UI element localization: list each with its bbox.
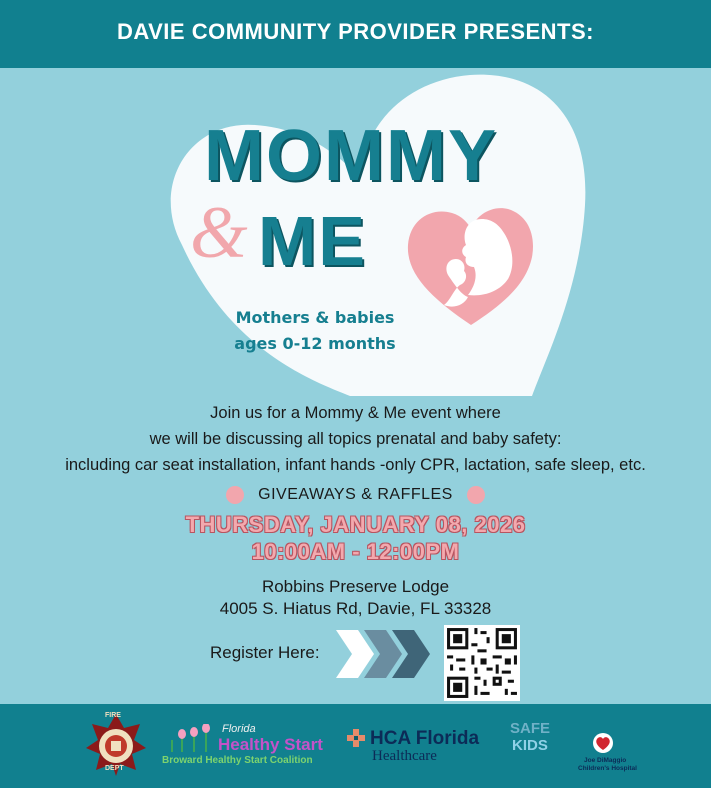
subtitle-line2: ages 0-12 months <box>234 334 396 353</box>
description-line3: including car seat installation, infant hands -only CPR, lactation, safe sleep, etc. <box>65 456 646 474</box>
giveaways-row <box>0 484 711 506</box>
hca-cross-icon <box>346 728 366 748</box>
joe-dimaggio-line1: Joe DiMaggio <box>584 757 627 764</box>
register-label: Register Here: <box>210 643 320 662</box>
event-date: THURSDAY, JANUARY 08, 2026 <box>185 512 526 537</box>
healthy-start-coalition: Broward Healthy Start Coalition <box>162 755 313 766</box>
hca-sub: Healthcare <box>372 748 437 764</box>
title-me: ME <box>258 202 367 280</box>
description-line1: Join us for a Mommy & Me event where <box>210 404 501 422</box>
chevron-arrows-icon <box>336 628 436 680</box>
joe-dimaggio-line2: Children's Hospital <box>578 765 637 772</box>
fire-dept-top: FIRE <box>105 712 121 719</box>
location-address: 4005 S. Hiatus Rd, Davie, FL 33328 <box>219 599 492 618</box>
healthy-start-florida: Florida <box>222 723 256 735</box>
title-ampersand: & <box>190 192 248 274</box>
event-time: 10:00AM - 12:00PM <box>251 539 460 564</box>
giveaways-text: GIVEAWAYS & RAFFLES <box>258 486 453 503</box>
tulip-icon <box>162 724 218 754</box>
banner-text: DAVIE COMMUNITY PROVIDER PRESENTS: <box>116 19 594 44</box>
safe-kids-line1: SAFE <box>510 720 551 737</box>
fire-dept-bottom: DEPT <box>105 765 124 772</box>
healthy-start-name: Healthy Start <box>218 735 323 754</box>
hca-name: HCA Florida <box>370 728 480 749</box>
pink-dot-left <box>226 486 244 504</box>
joe-dimaggio-heart-icon <box>591 732 615 754</box>
subtitle-line1: Mothers & babies <box>235 308 395 327</box>
safe-kids-line2: KIDS <box>512 737 548 754</box>
location-name: Robbins Preserve Lodge <box>261 577 450 596</box>
title-mommy: MOMMY <box>204 116 498 196</box>
description-line2: we will be discussing all topics prenatal and baby safety: <box>149 430 562 448</box>
pink-dot-right <box>467 486 485 504</box>
register-qr-code[interactable] <box>444 625 520 701</box>
